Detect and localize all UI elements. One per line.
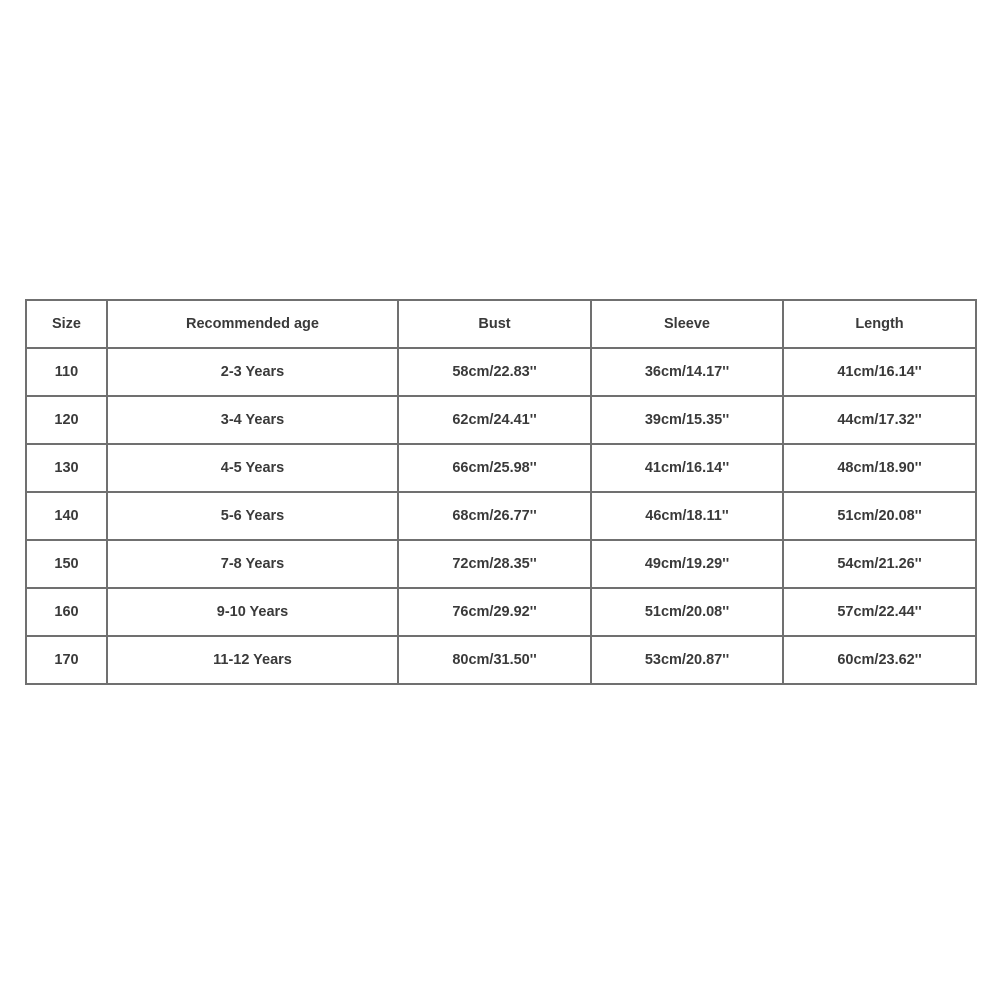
bust-cell: 62cm/24.41'' [398,396,591,444]
column-header-length: Length [783,300,976,348]
table-row [26,444,976,492]
length-cell: 57cm/22.44'' [783,588,976,636]
size-cell: 130 [26,444,107,492]
table-row [26,636,976,684]
age-cell: 4-5 Years [107,444,398,492]
length-cell: 41cm/16.14'' [783,348,976,396]
size-cell: 170 [26,636,107,684]
sleeve-cell: 53cm/20.87'' [591,636,783,684]
column-header-size: Size [26,300,107,348]
bust-cell: 68cm/26.77'' [398,492,591,540]
table-header-row [26,300,976,348]
length-cell: 60cm/23.62'' [783,636,976,684]
table-row [26,540,976,588]
table-row [26,348,976,396]
bust-cell: 66cm/25.98'' [398,444,591,492]
length-cell: 54cm/21.26'' [783,540,976,588]
length-cell: 51cm/20.08'' [783,492,976,540]
table-row [26,396,976,444]
column-header-sleeve: Sleeve [591,300,783,348]
bust-cell: 80cm/31.50'' [398,636,591,684]
sleeve-cell: 49cm/19.29'' [591,540,783,588]
table-row [26,492,976,540]
age-cell: 2-3 Years [107,348,398,396]
sleeve-cell: 51cm/20.08'' [591,588,783,636]
size-cell: 140 [26,492,107,540]
length-cell: 44cm/17.32'' [783,396,976,444]
length-cell: 48cm/18.90'' [783,444,976,492]
column-header-bust: Bust [398,300,591,348]
bust-cell: 72cm/28.35'' [398,540,591,588]
bust-cell: 76cm/29.92'' [398,588,591,636]
age-cell: 7-8 Years [107,540,398,588]
size-cell: 120 [26,396,107,444]
sleeve-cell: 36cm/14.17'' [591,348,783,396]
sleeve-cell: 39cm/15.35'' [591,396,783,444]
sleeve-cell: 41cm/16.14'' [591,444,783,492]
age-cell: 11-12 Years [107,636,398,684]
age-cell: 9-10 Years [107,588,398,636]
table-row [26,588,976,636]
column-header-recommended-age: Recommended age [107,300,398,348]
age-cell: 5-6 Years [107,492,398,540]
size-cell: 110 [26,348,107,396]
age-cell: 3-4 Years [107,396,398,444]
size-chart-table [25,299,977,685]
size-cell: 150 [26,540,107,588]
bust-cell: 58cm/22.83'' [398,348,591,396]
sleeve-cell: 46cm/18.11'' [591,492,783,540]
size-cell: 160 [26,588,107,636]
